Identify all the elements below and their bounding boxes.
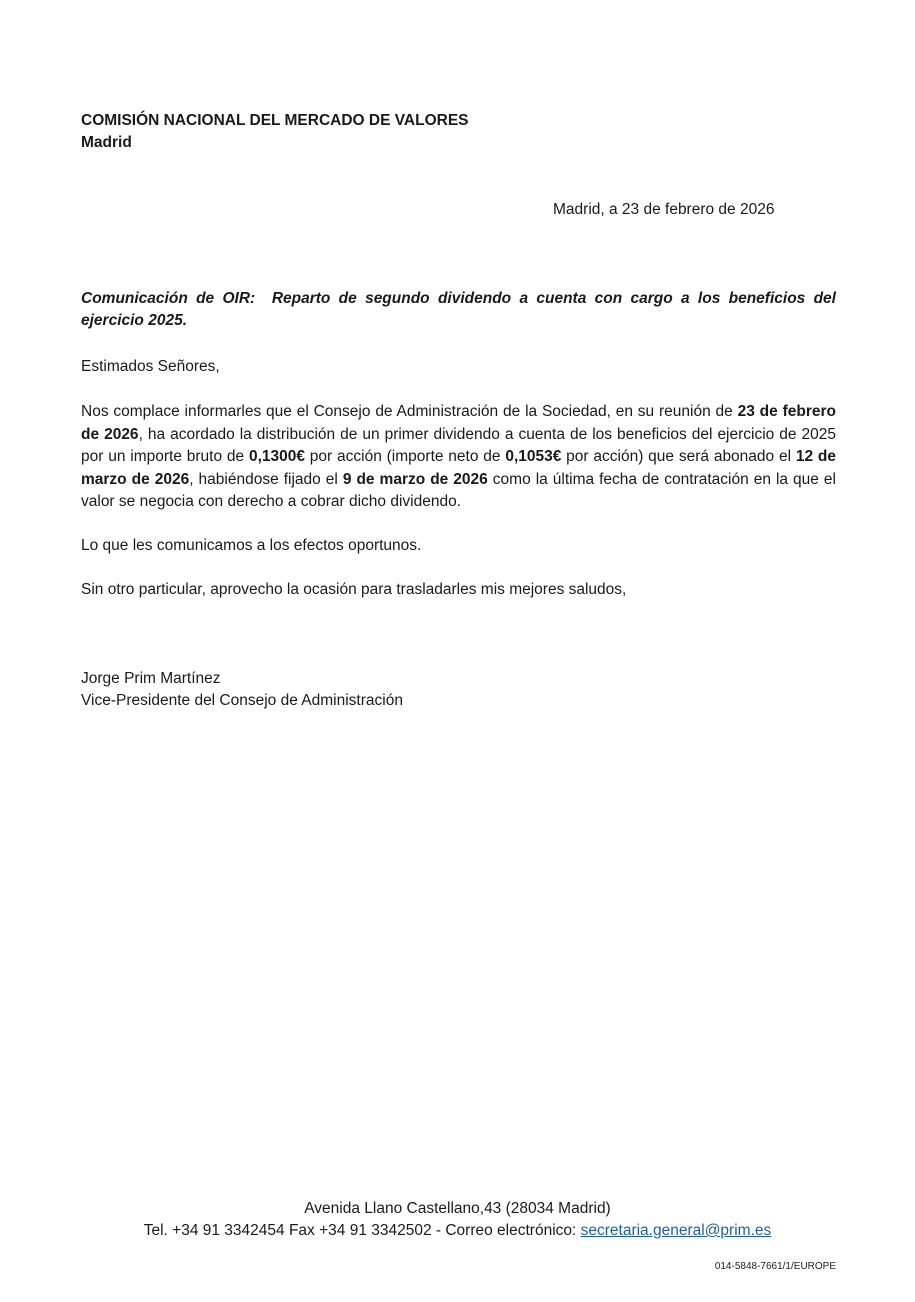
- document-reference: 014-5848-7661/1/EUROPE: [714, 1261, 836, 1272]
- body-text: , ha acordado la distribución de un primer dividendo a cuenta de los beneficios del ejercicio de 2025 por un importe bruto de: [81, 425, 836, 465]
- body-paragraph: [81, 401, 836, 514]
- body-text: Nos complace informarles que el Consejo de Administración de la Sociedad, en su reunión de: [81, 403, 738, 420]
- subject-text: Reparto de segundo dividendo a cuenta con cargo a los beneficios del ejercicio 2025.: [81, 290, 836, 329]
- body-text: , habiéndose fijado el: [189, 470, 343, 488]
- addressee-block: [81, 110, 469, 154]
- body-text: como la última fecha de contratación en la que el valor se negocia con derecho a cobrar dicho dividendo.: [81, 470, 836, 510]
- body-text: por acción (importe neto de: [305, 448, 506, 465]
- signatory-title: Vice-Presidente del Consejo de Administración: [81, 692, 403, 709]
- email-link[interactable]: secretaria.general@prim.es: [580, 1222, 772, 1239]
- addressee-city: Madrid: [81, 134, 132, 151]
- closing-line-1: Lo que les comunicamos a los efectos oportunos.: [81, 537, 422, 554]
- gross-amount: 0,1300€: [248, 448, 305, 465]
- greeting: Estimados Señores,: [81, 358, 220, 375]
- subject-label: Comunicación de OIR:: [81, 290, 256, 307]
- subject-line: [81, 288, 836, 332]
- letter-date: Madrid, a 23 de febrero de 2026: [553, 201, 775, 218]
- signatory-name: Jorge Prim Martínez: [81, 670, 221, 687]
- payment-date: 12 de marzo de 2026: [81, 448, 837, 488]
- closing-line-2: Sin otro particular, aprovecho la ocasión para trasladarles mis mejores saludos,: [81, 581, 627, 598]
- footer-address: Avenida Llano Castellano,43 (28034 Madrid): [304, 1200, 611, 1217]
- last-trading-date: 9 de marzo de 2026: [342, 470, 488, 488]
- body-text: por acción) que será abonado el: [561, 448, 796, 465]
- net-amount: 0,1053€: [505, 448, 562, 465]
- footer-contact-text: Tel. +34 91 3342454 Fax +34 91 3342502 - Correo electrónico:: [143, 1222, 581, 1239]
- footer-contact: [0, 1220, 915, 1242]
- addressee-name: COMISIÓN NACIONAL DEL MERCADO DE VALORES: [81, 112, 469, 129]
- meeting-date: 23 de febrero de 2026: [81, 403, 836, 443]
